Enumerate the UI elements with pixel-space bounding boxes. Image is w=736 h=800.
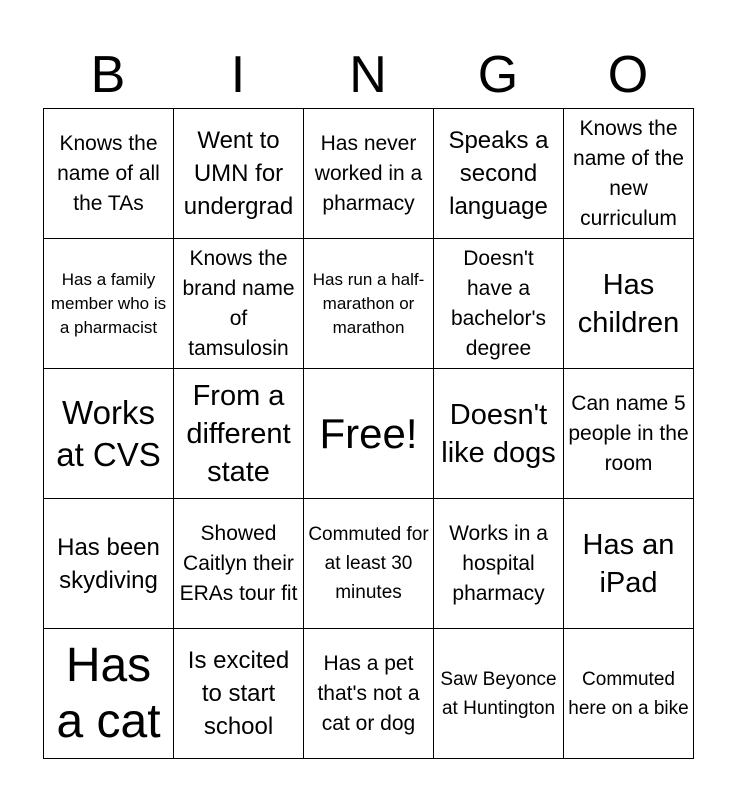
bingo-cell[interactable]: Has children (564, 239, 694, 369)
bingo-cell[interactable]: Works at CVS (44, 369, 174, 499)
bingo-cell[interactable]: Knows the brand name of tamsulosin (174, 239, 304, 369)
bingo-cell[interactable]: From a different state (174, 369, 304, 499)
header-letter-g: G (477, 46, 519, 104)
bingo-cell[interactable]: Has an iPad (564, 499, 694, 629)
bingo-cell[interactable]: Has been skydiving (44, 499, 174, 629)
bingo-cell[interactable]: Can name 5 people in the room (564, 369, 694, 499)
bingo-cell[interactable]: Doesn't like dogs (434, 369, 564, 499)
header-letter-i: I (230, 46, 246, 104)
bingo-cell[interactable]: Showed Caitlyn their ERAs tour fit (174, 499, 304, 629)
bingo-cell[interactable]: Went to UMN for undergrad (174, 109, 304, 239)
bingo-cell[interactable]: Speaks a second language (434, 109, 564, 239)
bingo-cell[interactable]: Works in a hospital pharmacy (434, 499, 564, 629)
header-letter-b: B (90, 46, 126, 104)
bingo-free-space[interactable]: Free! (304, 369, 434, 499)
bingo-cell[interactable]: Commuted here on a bike (564, 629, 694, 759)
bingo-cell[interactable]: Has never worked in a pharmacy (304, 109, 434, 239)
bingo-cell[interactable]: Is excited to start school (174, 629, 304, 759)
bingo-cell[interactable]: Has a family member who is a pharmacist (44, 239, 174, 369)
bingo-board (43, 108, 694, 759)
bingo-cell[interactable]: Saw Beyonce at Huntington (434, 629, 564, 759)
bingo-cell[interactable]: Doesn't have a bachelor's degree (434, 239, 564, 369)
bingo-cell[interactable]: Knows the name of the new curriculum (564, 109, 694, 239)
header-letter-n: N (349, 46, 387, 104)
bingo-cell[interactable]: Has run a half-marathon or marathon (304, 239, 434, 369)
bingo-header (43, 44, 693, 106)
bingo-cell[interactable]: Commuted for at least 30 minutes (304, 499, 434, 629)
bingo-cell[interactable]: Knows the name of all the TAs (44, 109, 174, 239)
header-letter-o: O (607, 46, 649, 104)
bingo-cell[interactable]: Has a pet that's not a cat or dog (304, 629, 434, 759)
bingo-cell[interactable]: Has a cat (44, 629, 174, 759)
